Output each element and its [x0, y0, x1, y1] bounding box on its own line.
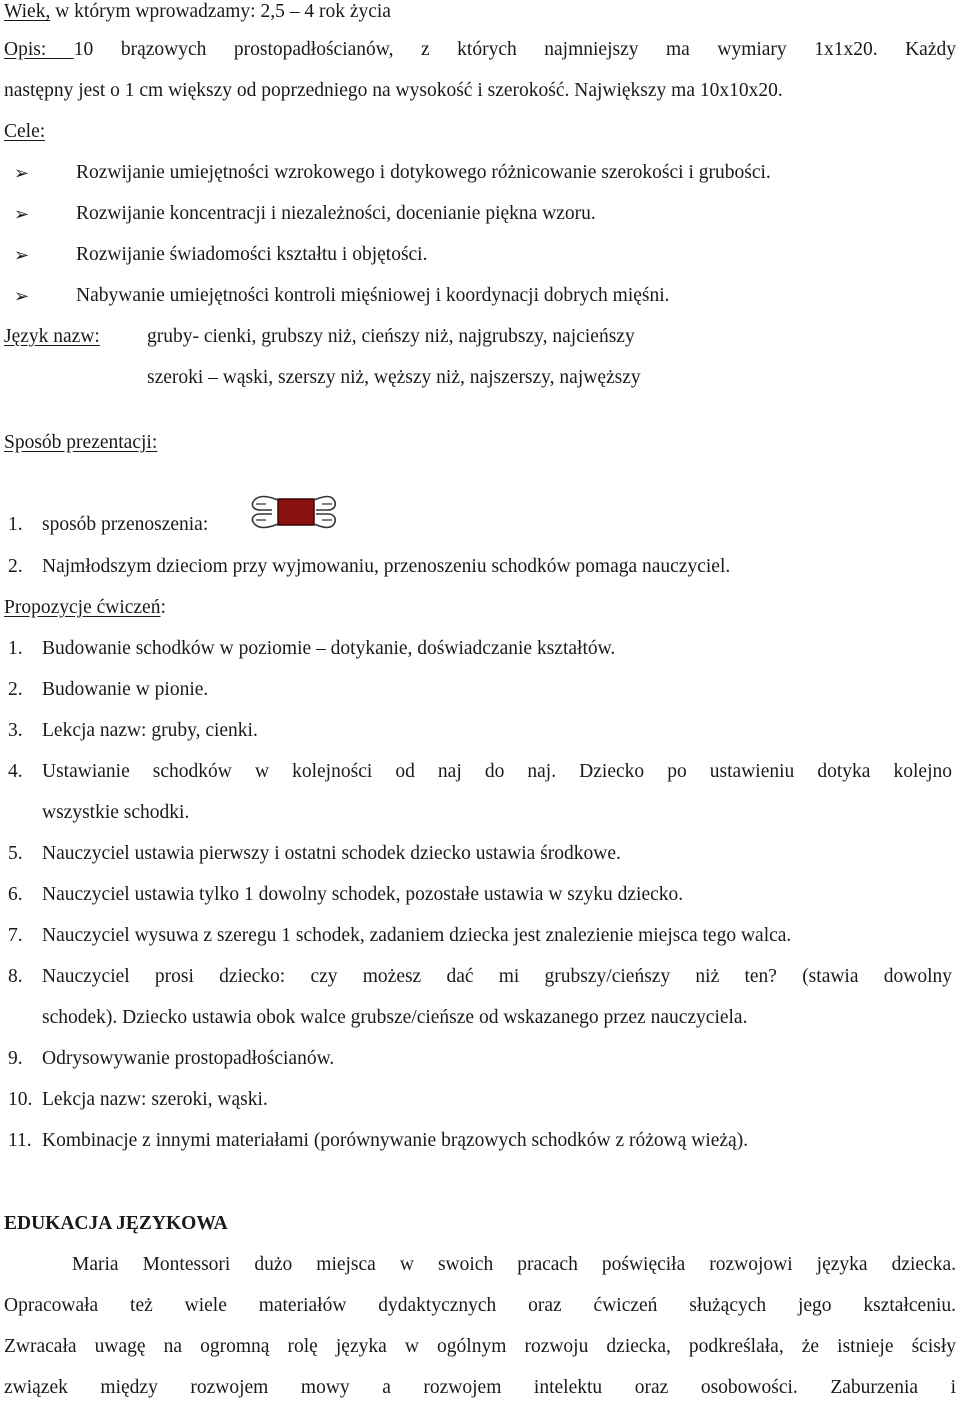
item-text: sposób przenoszenia:: [42, 514, 209, 535]
item-number: 5.: [8, 843, 23, 864]
opis-line-2: następny jest o 1 cm większy od poprzedniego na wysokość i szerokość. Największy ma 10x10x20.: [4, 80, 783, 101]
item-number: 1.: [8, 514, 23, 535]
item-text: Nauczyciel prosi dziecko: czy możesz dać mi grubszy/cieńszy niż ten? (stawia dowolny: [42, 966, 952, 987]
cele-item-text: Nabywanie umiejętności kontroli mięśniowej i koordynacji dobrych mięśni.: [76, 285, 670, 306]
arrow-bullet-icon: ➢: [14, 245, 30, 265]
section-heading: EDUKACJA JĘZYKOWA: [4, 1213, 228, 1234]
item-number: 6.: [8, 884, 23, 905]
opis-line-1: [4, 38, 956, 62]
item-text: Kombinacje z innymi materiałami (porównywanie brązowych schodków z różową wieżą).: [42, 1130, 749, 1151]
item-text: Budowanie schodków w poziomie – dotykanie, doświadczanie kształtów.: [42, 638, 616, 659]
item-number: 8.: [8, 966, 23, 987]
age-text: w którym wprowadzamy: 2,5 – 4 rok życia: [50, 1, 391, 22]
item-text-cont: wszystkie schodki.: [42, 802, 190, 823]
paragraph-line: Opracowała też wiele materiałów dydaktycznych oraz ćwiczeń służących jego kształceniu.: [4, 1295, 956, 1316]
item-text: Lekcja nazw: szeroki, wąski.: [42, 1089, 268, 1110]
item-text: Najmłodszym dzieciom przy wyjmowaniu, przenoszeniu schodków pomaga nauczyciel.: [42, 556, 731, 577]
propozycje-label: Propozycje ćwiczeń: [4, 597, 161, 618]
age-label: Wiek,: [4, 1, 51, 22]
item-number: 3.: [8, 720, 23, 741]
item-number: 1.: [8, 638, 23, 659]
prezentacja-label: Sposób prezentacji:: [4, 432, 158, 453]
opis-text-1: 10 brązowych prostopadłościanów, z których najmniejszy ma wymiary 1x1x20. Każdy: [73, 39, 956, 60]
cele-label-line: [4, 120, 956, 144]
hands-carrying-block-icon: [250, 488, 336, 536]
item-text-cont: schodek). Dziecko ustawia obok walce grubsze/cieńsze od wskazanego przez nauczyciela.: [42, 1007, 748, 1028]
arrow-bullet-icon: ➢: [14, 286, 30, 306]
arrow-bullet-icon: ➢: [14, 204, 30, 224]
item-number: 2.: [8, 556, 23, 577]
item-number: 11.: [8, 1130, 32, 1151]
age-line: [4, 0, 956, 24]
item-number: 9.: [8, 1048, 23, 1069]
cele-item-text: Rozwijanie umiejętności wzrokowego i dotykowego różnicowanie szerokości i grubości.: [76, 162, 771, 183]
arrow-bullet-icon: ➢: [14, 163, 30, 183]
propozycje-colon: :: [160, 597, 166, 618]
item-number: 2.: [8, 679, 23, 700]
jezyk-label: Język nazw:: [4, 326, 100, 347]
item-text: Ustawianie schodków w kolejności od naj do naj. Dziecko po ustawieniu dotyka kolejno: [42, 761, 952, 782]
prezentacja-label-line: [4, 431, 956, 455]
opis-label: Opis:: [4, 39, 74, 60]
item-text: Lekcja nazw: gruby, cienki.: [42, 720, 258, 741]
item-text: Nauczyciel wysuwa z szeregu 1 schodek, zadaniem dziecka jest znalezienie miejsca tego walca.: [42, 925, 792, 946]
jezyk-text-2: szeroki – wąski, szerszy niż, węższy niż, najszerszy, najwęższy: [147, 367, 641, 388]
paragraph-line: związek między rozwojem mowy a rozwojem intelektu oraz osobowości. Zaburzenia i: [4, 1377, 956, 1398]
jezyk-text-1: gruby- cienki, grubszy niż, cieńszy niż, najgrubszy, najcieńszy: [147, 326, 635, 347]
item-text: Odrysowywanie prostopadłościanów.: [42, 1048, 335, 1069]
cele-item-text: Rozwijanie świadomości kształtu i objętości.: [76, 244, 428, 265]
item-text: Budowanie w pionie.: [42, 679, 209, 700]
item-number: 10.: [8, 1089, 33, 1110]
item-text: Nauczyciel ustawia tylko 1 dowolny schodek, pozostałe ustawia w szyku dziecko.: [42, 884, 684, 905]
item-number: 4.: [8, 761, 23, 782]
cele-item-text: Rozwijanie koncentracji i niezależności, docenianie piękna wzoru.: [76, 203, 596, 224]
propozycje-label-line: [4, 596, 956, 620]
jezyk-line-1: [4, 325, 956, 349]
cele-label: Cele:: [4, 121, 46, 142]
paragraph-line: Zwracała uwagę na ogromną rolę języka w ogólnym rozwoju dziecka, podkreślała, że istnieje ścisły: [4, 1336, 956, 1357]
item-number: 7.: [8, 925, 23, 946]
paragraph-line: Maria Montessori dużo miejsca w swoich pracach poświęciła rozwojowi języka dziecka.: [72, 1254, 956, 1275]
item-text: Nauczyciel ustawia pierwszy i ostatni schodek dziecko ustawia środkowe.: [42, 843, 621, 864]
